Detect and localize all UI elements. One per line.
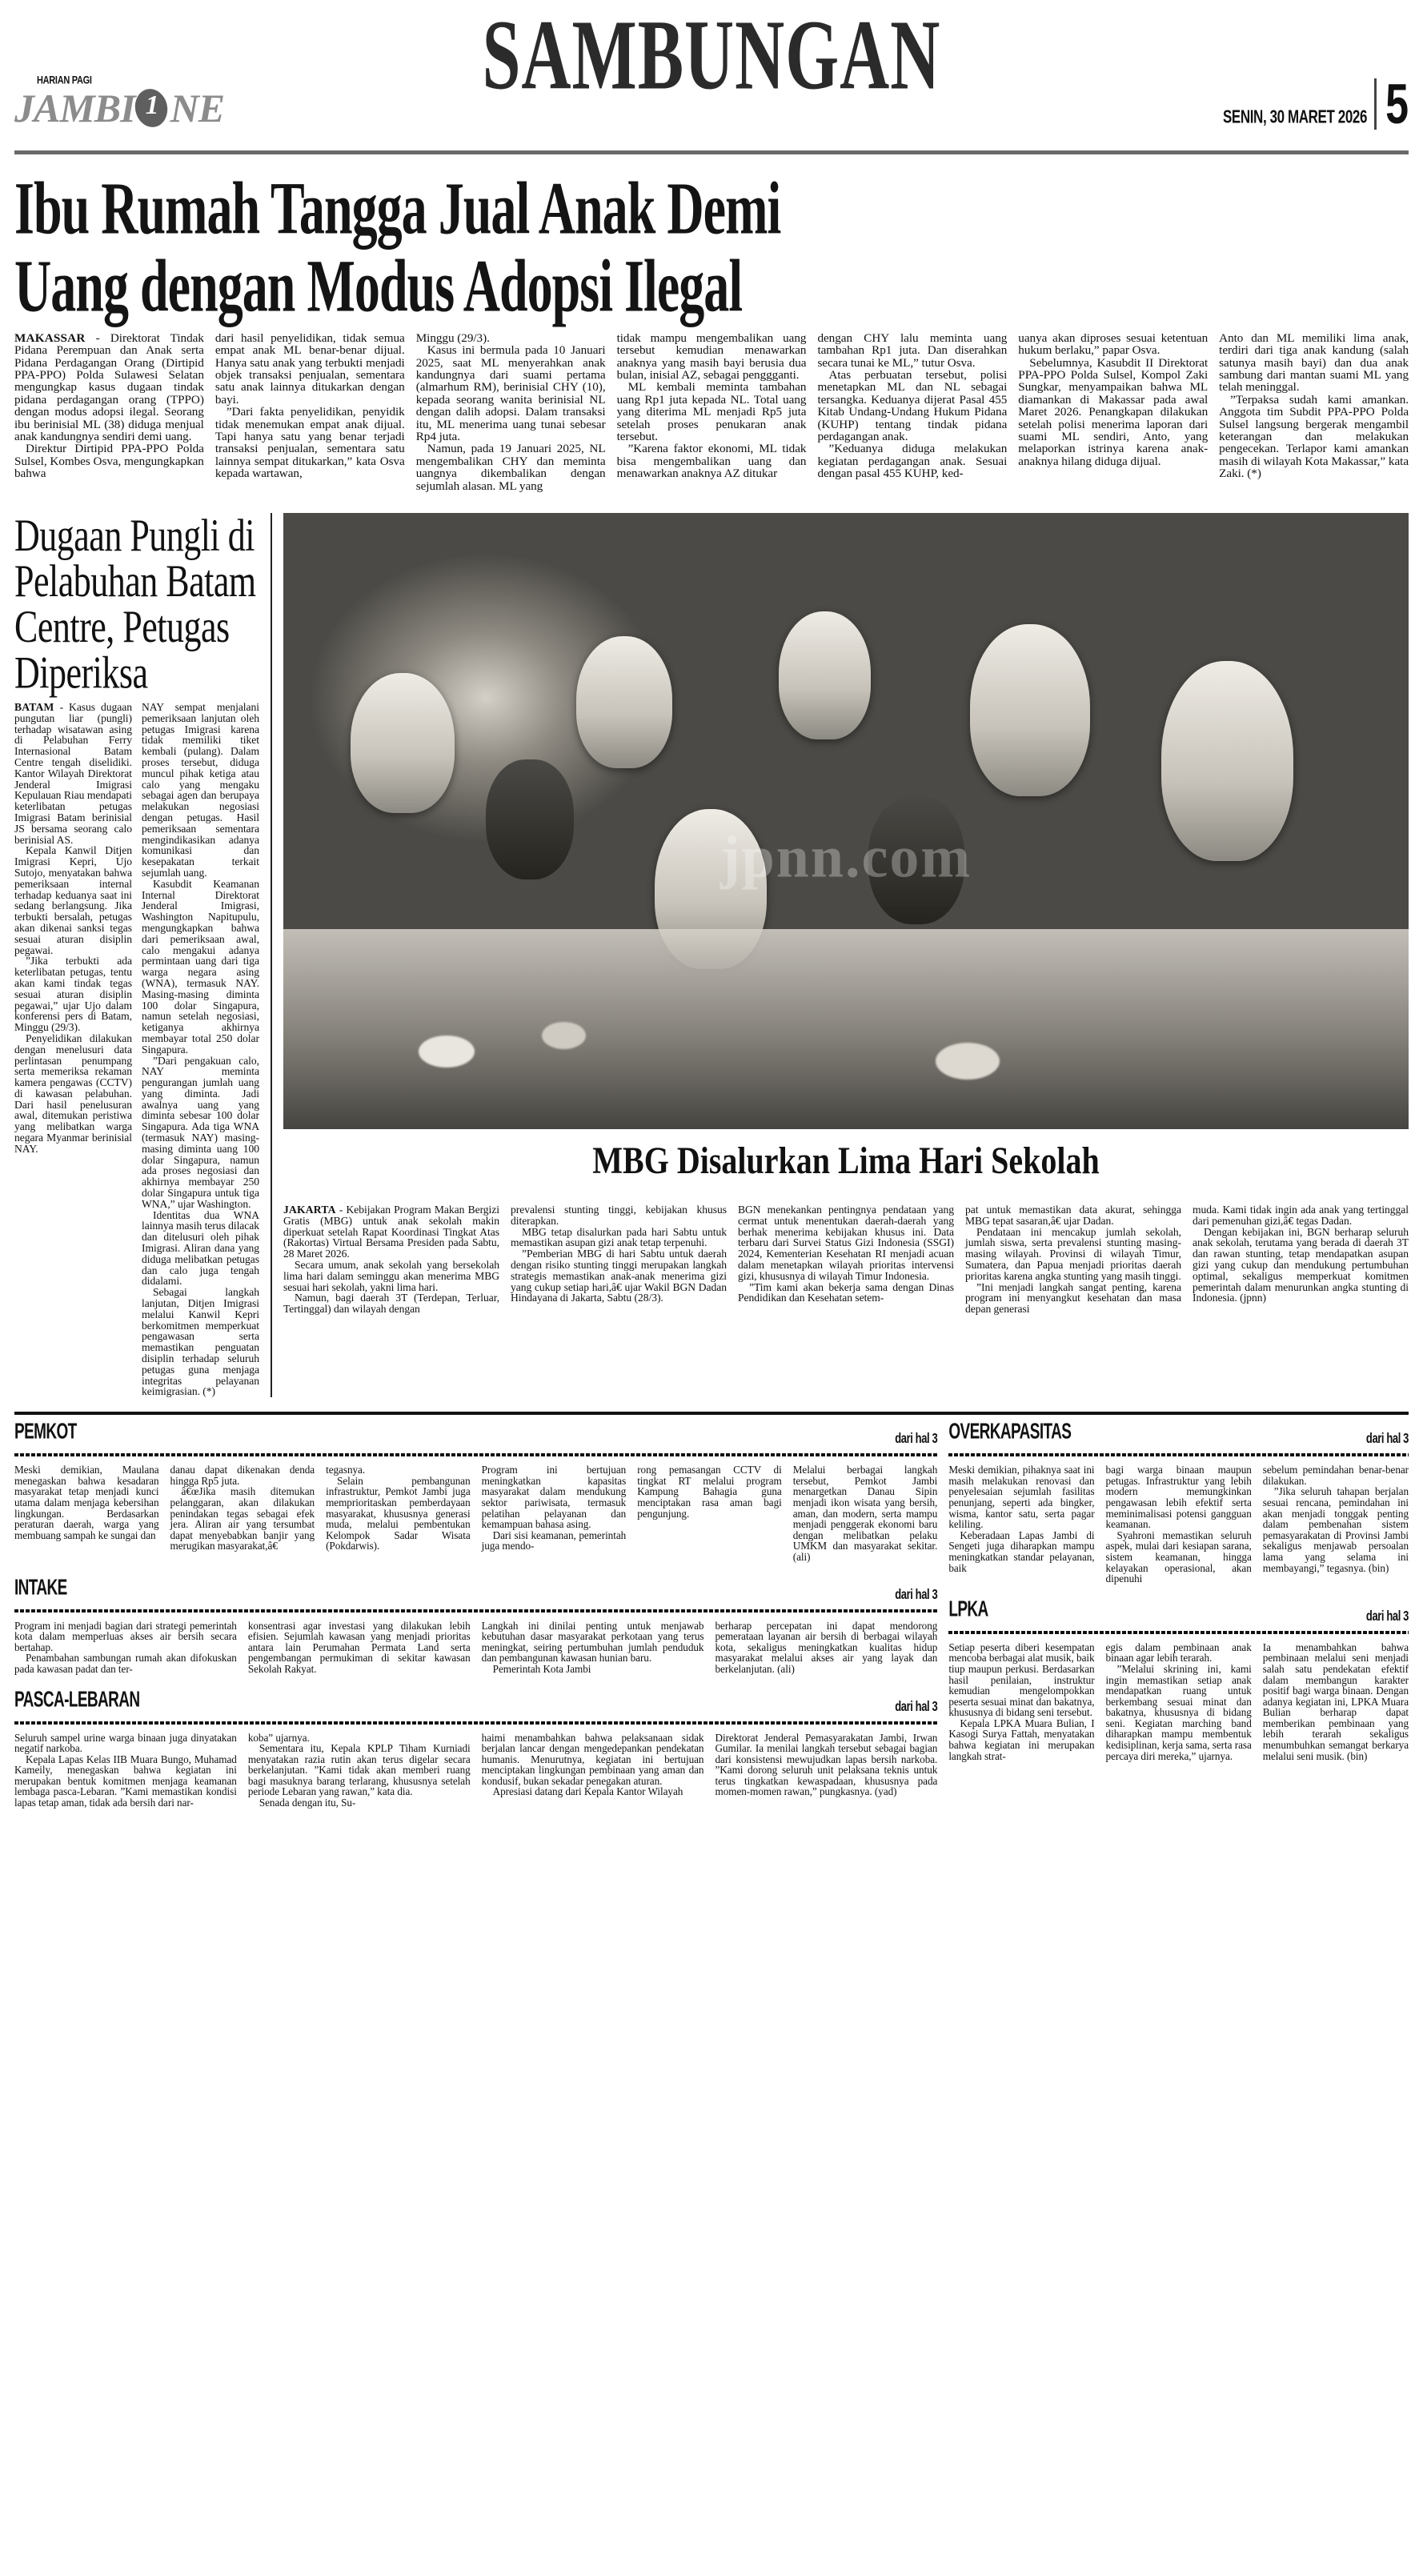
jump-section-title: OVERKAPASITAS: [948, 1420, 1072, 1444]
body-paragraph: Minggu (29/3).: [415, 331, 490, 345]
body-paragraph: Langkah ini dinilai penting untuk menjawab kebutuhan dasar masyarakat perkotaan yang terus meningkat, seiring pertumbuhan jumlah penduduk dan pembangunan kawasan hunian baru.: [481, 1619, 704, 1665]
photo-caption: MBG Disalurkan Lima Hari Sekolah: [592, 1138, 1100, 1182]
body-paragraph: Penambahan sambungan rumah akan difokuskan pada kawasan padat dan ter-: [14, 1652, 237, 1675]
page-number: 5: [1385, 73, 1409, 137]
body-paragraph: ”Melalui skrining ini, kami ingin memastikan setiap anak mendapatkan ruang untuk berkembang sesuai minat dan bakatnya, khususnya di bidang seni. Kegiatan marching band diharapkan mampu membentuk kedisiplinan, kerja sama, serta rasa percaya diri mereka,” ujarnya.: [1105, 1662, 1252, 1762]
text-column: [416, 332, 606, 492]
jump-section-columns: [14, 1464, 937, 1562]
mbg-story-columns: [283, 1204, 1409, 1315]
body-paragraph: Sebelumnya, Kasubdit II Direktorat PPA-PPO Polda Sulsel, Kompol Zaki Sungkar, menyampaikan bahwa ML diamankan di Makassar pada awal Maret 2026. Penangkapan dilakukan setelah polisi menerima laporan dari suami ML sendiri, Anto, yang melaporkan istrinya karena anak-anaknya hilang diduga dijual.: [1018, 355, 1209, 468]
body-paragraph: tidak mampu mengembalikan uang tersebut kemudian menawarkan anaknya yang masih bayi berusia dua bulan, inisial AZ, sebagai penggganti.: [616, 331, 807, 382]
jump-section-title: LPKA: [948, 1596, 988, 1622]
body-paragraph: uanya akan diproses sesuai ketentuan hukum berlaku,” papar Osva.: [1018, 331, 1209, 358]
jump-dotted-rule: [14, 1453, 937, 1456]
body-paragraph: prevalensi stunting tinggi, kebijakan khusus diterapkan.: [511, 1204, 727, 1227]
section-spacer: [14, 1683, 937, 1696]
body-paragraph: haimi menambahkan bahwa pelaksanaan sidak berjalan lancar dengan mengedepankan pendekatan humanis. Menurutnya, kegiatan ini bertujuan menciptakan lingkungan pembinaan yang aman dan kondusif, bukan sekadar penegakan aturan.: [481, 1731, 704, 1787]
jump-section-columns: [948, 1642, 1409, 1762]
jump-left-group: [14, 1420, 938, 1829]
jump-dotted-rule: [14, 1609, 937, 1613]
text-column: [1263, 1464, 1409, 1584]
dateline: JAKARTA: [283, 1204, 336, 1216]
section-spacer: [14, 1571, 937, 1584]
body-paragraph: ”Jika terbukti ada keterlibatan petugas, tentu akan kami tindak tegas sesuai aturan disiplin pegawai,” ujar Ujo dalam konferensi pers di Batam, Minggu (29/3).: [14, 955, 132, 1034]
body-paragraph: BGN menekankan pentingnya pendataan yang cermat untuk menentukan daerah-daerah yang berhak menerima kebijakan khusus ini. Data terbaru dari Survei Status Gizi Indonesia (SSGI) 2024, Kementerian Kesehatan RI menjadi acuan dalam menetapkan wilayah prioritas intervensi gizi, khususnya di wilayah Timur Indonesia.: [738, 1204, 954, 1282]
body-paragraph: Pemerintah Kota Jambi: [492, 1662, 591, 1675]
body-paragraph: Senada dengan itu, Su-: [259, 1797, 356, 1809]
body-paragraph: Kepala LPKA Muara Bulian, I Kasogi Surya Fattah, menyatakan bahwa kegiatan ini merupakan langkah strat-: [948, 1717, 1095, 1762]
body-paragraph: egis dalam pembinaan anak binaan agar lebih terarah.: [1105, 1641, 1252, 1665]
text-column: [14, 702, 132, 1397]
body-paragraph: Program ini bertujuan meningkatkan kapasitas masyarakat dalam mendukung sektor pariwisata, termasuk pelatihan pelayanan dan kemampuan bahasa asing.: [481, 1464, 627, 1531]
lead-headline: [0, 160, 1423, 332]
body-paragraph: ”Terpaksa sudah kami amankan. Anggota tim Subdit PPA-PPO Polda Sulsel langsung bergerak mengambil keterangan dan melakukan pengecekan. Terlapor kami amankan masih di wilayah Kota Makassar,” kata Zaki. (*): [1219, 392, 1409, 481]
body-paragraph: tegasnya.: [326, 1464, 366, 1476]
body-paragraph: Direktorat Jenderal Pemasyarakatan Jambi, Irwan Gumilar. Ia menilai langkah tersebut sebagai bagian dari konsistensi mewujudkan lapas bersih narkoba. ”Kami dorong seluruh unit pelaksana teknis untuk terus tingkatkan kewaspadaan, khususnya pada momen-momen rawan,” pungkasnya. (yad): [715, 1731, 938, 1798]
jump-section-header: [14, 1420, 938, 1448]
jump-dotted-rule: [14, 1721, 937, 1725]
body-paragraph: sebelum pemindahan benar-benar dilakukan.: [1262, 1464, 1409, 1487]
body-paragraph: MAKASSAR - Direktorat Tindak Pidana Perempuan dan Anak serta Pidana Perdagangan Orang (Dirtipid PPA-PPO) Polda Sulawesi Selatan mengungkap kasus dugaan tindak pidana perdagangan orang (TPPO) dengan modus adopsi ilegal. Seorang ibu berinisial ML (38) diduga menjual anak kandungnya sendiri demi uang.: [14, 331, 204, 443]
jump-section: [948, 1596, 1409, 1762]
text-column: [482, 1464, 627, 1562]
middle-section: [0, 492, 1423, 1397]
text-column: [1106, 1464, 1252, 1584]
text-column: [948, 1642, 1094, 1762]
text-column: [715, 1733, 937, 1809]
text-column: [817, 332, 1007, 492]
section-spacer: [14, 1817, 937, 1829]
jump-section-columns: [14, 1733, 937, 1809]
jump-from-label[interactable]: dari hal 3: [895, 1429, 938, 1447]
news-photo: [283, 513, 1409, 1129]
jump-section-title: PEMKOT: [14, 1420, 77, 1444]
body-paragraph: ”Tim kami akan bekerja sama dengan Dinas Pendidikan dan Kesehatan setem-: [738, 1280, 954, 1304]
body-paragraph: Namun, bagi daerah 3T (Terdepan, Terluar, Tertinggal) dan wilayah dengan: [283, 1292, 499, 1316]
text-column: [14, 332, 204, 492]
body-paragraph: Syahroni memastikan seluruh aspek, mulai dari kesiapan sarana, sistem keamanan, hingga kelayakan operasional, akan dipenuhi: [1105, 1528, 1252, 1585]
body-paragraph: Pendataan ini mencakup jumlah sekolah, jumlah siswa, serta prevalensi stunting masing-masing wilayah. Provinsi di wilayah Timur, Sumatera, dan Papua menjadi prioritas daerah prioritas karena angka stunting yang masih tinggi.: [965, 1225, 1181, 1282]
body-paragraph: ”Karena faktor ekonomi, ML tidak bisa mengembalikan uang dan menawarkan anaknya AZ ditukar: [616, 442, 807, 481]
jump-section-header: [948, 1596, 1409, 1626]
body-paragraph: JAKARTA - Kebijakan Program Makan Bergizi Gratis (MBG) untuk anak sekolah makin diperkuat setelah Rapat Koordinasi Tingkat Atas (Rakortas) Virtual Bersama Presiden pada Sabtu, 28 Maret 2026.: [283, 1204, 499, 1260]
body-paragraph: Penyelidikan dilakukan dengan menelusuri data perlintasan penumpang serta memeriksa rekaman kamera pengawas (CCTV) di kawasan pelabuhan. Dari hasil penelusuran awal, ditemukan peristiwa yang melibatkan warga negara Myanmar berinisial NAY.: [14, 1032, 132, 1155]
jump-section: [14, 1575, 938, 1675]
jump-section-header: [14, 1687, 938, 1717]
logo-o-icon: [135, 87, 170, 129]
body-paragraph: Namun, pada 19 Januari 2025, NL mengembalikan CHY dan meminta uangnya dikembalikan dengan sejumlah alasan. ML yang: [415, 442, 606, 493]
body-paragraph: Dengan kebijakan ini, BGN berharap seluruh anak sekolah, terutama yang berada di daerah 3T dan rawan stunting, tetap mendapatkan asupan gizi yang cukup dan mendukung pertumbuhan optimal, sekaligus memperkuat komitmen pemerintah dalam menurunkan angka stunting di Indonesia. (jpnn): [1193, 1225, 1409, 1304]
newspaper-logo[interactable]: [14, 74, 255, 130]
masthead-rule: [14, 150, 1409, 154]
body-paragraph: rong pemasangan CCTV di tingkat RT melalui program Kampung Bahagia guna menciptakan rasa aman bagi pengunjung.: [637, 1464, 782, 1520]
body-paragraph: muda. Kami tidak ingin ada anak yang tertinggal dari pemenuhan gizi,â€ tegas Dadan.: [1193, 1204, 1409, 1227]
text-column: [965, 1204, 1181, 1315]
body-paragraph: Direktur Dirtipid PPA-PPO Polda Sulsel, Kombes Osva, mengungkapkan bahwa: [14, 442, 204, 481]
body-paragraph: ”Dari fakta penyelidikan, penyidik tidak menemukan empat anak dijual. Tapi hanya satu yang benar terjadi transaksi penjualan, sementara satu lainnya sempat ditukarkan,” kata Osva kepada wartawan,: [214, 405, 405, 481]
body-paragraph: Setiap peserta diberi kesempatan mencoba berbagai alat musik, baik tiup maupun perkusi. Berdasarkan hasil penilaian, instruktur kemudian mengelompokkan peserta sesuai minat dan bakatnya, khususnya di bidang seni tersebut.: [948, 1641, 1095, 1719]
lead-headline-line-2: Uang dengan Modus Adopsi Ilegal: [14, 245, 743, 328]
page-number-divider: [1374, 78, 1377, 130]
body-paragraph: MBG tetap disalurkan pada hari Sabtu untuk memastikan asupan gizi anak tetap terpenuhi.: [511, 1225, 727, 1249]
logo-word-ne: NE: [170, 86, 225, 130]
jump-section-header: [948, 1420, 1409, 1448]
text-column: [248, 1733, 471, 1809]
photo-area: [283, 513, 1409, 1315]
jump-section-title: PASCA-LEBARAN: [14, 1687, 140, 1713]
text-column: [1219, 332, 1409, 492]
jump-from-label[interactable]: dari hal 3: [895, 1585, 938, 1602]
body-paragraph: ”Jika seluruh tahapan berjalan sesuai rencana, pemindahan ini akan menjadi tonggak penting dalam pembenahan sistem pemasyarakatan di Provinsi Jambi sekaligus menjawab persoalan lama yang selama ini membayangi,” tegasnya. (bin): [1262, 1485, 1409, 1574]
body-paragraph: Selain pembangunan infrastruktur, Pemkot Jambi juga memprioritaskan pemberdayaan masyarakat, khususnya generasi muda, melalui pembentukan Kelompok Sadar Wisata (Pokdarwis).: [326, 1474, 471, 1552]
body-paragraph: danau dapat dikenakan denda hingga Rp5 juta.: [170, 1464, 315, 1487]
text-column: [170, 1464, 315, 1562]
text-column: [248, 1621, 471, 1675]
dateline: MAKASSAR: [14, 331, 86, 345]
text-column: [482, 1733, 704, 1809]
section-spacer: [948, 1769, 1409, 1782]
body-paragraph: ML kembali meminta tambahan uang Rp1 juta kepada NL. Total uang yang diterima ML menjadi Rp5 juta setelah proses penukaran anak tersebut.: [616, 380, 807, 443]
section-title: SAMBUNGAN: [482, 0, 941, 110]
text-column: [1106, 1642, 1252, 1762]
body-paragraph: Sebagai langkah lanjutan, Ditjen Imigrasi melalui Kanwil Kepri berkomitmen memperkuat pengawasan serta memastikan penguatan disiplin terhadap seluruh petugas guna menjaga integritas pelayanan keimigrasian. (*): [142, 1286, 259, 1398]
body-paragraph: Meski demikian, Maulana menegaskan bahwa kesadaran masyarakat tetap menjadi kunci utama dalam menjaga kebersihan lingkungan. Berdasarkan peraturan daerah, warga yang membuang sampah ke sungai dan: [14, 1464, 159, 1541]
body-paragraph: Anto dan ML memiliki lima anak, terdiri dari tiga anak kandung (salah satunya masih bayi) dan dua anak sambung dari mantan suami ML yang telah meninggal.: [1219, 331, 1409, 395]
body-paragraph: Apresiasi datang dari Kepala Kantor Wilayah: [492, 1785, 683, 1798]
text-column: [14, 1464, 159, 1562]
text-column: [326, 1464, 471, 1562]
lead-story-columns: [0, 332, 1423, 492]
body-paragraph: ”Dari pengakuan calo, NAY meminta pengurangan jumlah uang yang diminta. Jadi awalnya uang yang diminta sebesar 100 dolar Singapura. Ada tiga WNA (termasuk NAY) masing-masing diminta uang 100 dolar Singapura, namun ada proses negosiasi dan akhirnya membayar 250 dolar Singapura untuk tiga WNA,” ujar Washington.: [142, 1054, 259, 1210]
body-paragraph: ”Pemberian MBG di hari Sabtu untuk daerah dengan risiko stunting tinggi merupakan langkah strategis memastikan anak-anak menerima gizi yang cukup setiap hari,â€ ujar Wakil BGN Dadan Hindayana di Jakarta, Sabtu (28/3).: [511, 1248, 727, 1304]
body-paragraph: Kepala Lapas Kelas IIB Muara Bungo, Muhamad Kameily, menegaskan bahwa kegiatan ini merupakan bentuk komitmen menjaga keamanan lembaga pasca-Lebaran. ”Kami memastikan kondisi lapas tetap aman, tidak ada bersih dari nar-: [14, 1753, 237, 1809]
body-paragraph: Sementara itu, Kepala KPLP Tiham Kurniadi menyatakan razia rutin akan terus digelar secara berkelanjutan. ”Kami tidak akan memberi ruang bagi masuknya barang terlarang, khususnya setelah periode Lebaran yang rawan,” kata dia.: [247, 1742, 471, 1798]
text-column: [215, 332, 405, 492]
logo-wordmark: [14, 87, 255, 129]
body-paragraph: pat untuk memastikan data akurat, sehingga MBG tepat sasaran,â€ ujar Dadan.: [965, 1204, 1181, 1227]
body-paragraph: konsentrasi agar investasi yang dilakukan lebih efisien. Sejumlah kawasan yang menjadi prioritas antara lain Perumahan Permata Land serta pengembangan permukiman di sekitar kawasan Sekolah Rakyat.: [247, 1619, 471, 1675]
jump-section: [14, 1420, 938, 1563]
secondary-story-columns: [14, 702, 259, 1397]
body-paragraph: Kasubdit Keamanan Internal Direktorat Jenderal Imigrasi, Washington Napitupulu, mengungkapkan bahwa dari pemeriksaan awal, calo mengakui adanya permintaan uang dari tiga warga negara asing (WNA), termasuk NAY. Masing-masing diminta 100 dolar Singapura, namun setelah negosiasi, ketiganya akhirnya membayar total 250 dolar Singapura.: [142, 877, 259, 1056]
body-paragraph: berharap percepatan ini dapat mendorong pemerataan layanan air bersih di berbagai wilayah kota, sekaligus meningkatkan kualitas hidup masyarakat melalui akses air yang layak dan berkelanjutan. (ali): [715, 1619, 938, 1675]
text-column: [142, 702, 259, 1397]
jump-section-title: INTAKE: [14, 1575, 67, 1600]
body-paragraph: NAY sempat menjalani pemeriksaan lanjutan oleh petugas Imigrasi karena tidak memiliki tiket kembali (pulang). Dalam proses tersebut, diduga muncul pihak ketiga atau calo yang mengaku sebagai agen dan berupaya melakukan negosiasi dengan petugas. Hasil pemeriksaan sementara mengindikasikan adanya komunikasi dan kesepakatan terkait sejumlah uang.: [142, 701, 259, 879]
jump-section: [14, 1687, 938, 1809]
issue-date: SENIN, 30 MARET 2026: [1222, 106, 1367, 127]
body-paragraph: Ia menambahkan bahwa pembinaan melalui seni menjadi salah satu pendekatan efektif dalam membangun karakter positif bagi warga binaan. Dengan adanya kegiatan ini, LPKA Muara Bulian berharap dapat memberikan pembinaan yang lebih terarah sekaligus menumbuhkan semangat berkarya melalui seni musik. (bin): [1262, 1641, 1409, 1762]
photo-watermark: jpnn.com: [720, 824, 972, 891]
body-paragraph: Identitas dua WNA lainnya masih terus dilacak dan ditelusuri oleh pihak Imigrasi. Aliran dana yang diduga melibatkan petugas dan calo juga tengah didalami.: [142, 1208, 260, 1288]
body-paragraph: Dari sisi keamanan, pemerintah juga mendo-: [481, 1528, 627, 1552]
body-paragraph: Secara umum, anak sekolah yang bersekolah lima hari dalam seminggu akan menerima MBG sesuai hari sekolah, yakni lima hari.: [283, 1258, 499, 1293]
text-column: [14, 1733, 237, 1809]
jump-from-label[interactable]: dari hal 3: [1365, 1429, 1409, 1447]
text-column: [948, 1464, 1094, 1584]
logo-kicker: HARIAN PAGI: [37, 74, 92, 86]
jump-sections: [0, 1412, 1423, 1829]
text-column: [715, 1621, 937, 1675]
text-column: [793, 1464, 938, 1562]
jump-section-columns: [948, 1464, 1409, 1584]
logo-word-jambi: JAMBI: [14, 86, 135, 130]
dateline: BATAM: [14, 701, 54, 713]
body-paragraph: ”Keduanya diduga melakukan kegiatan perdagangan anak. Sesuai dengan pasal 455 KUHP, ked-: [817, 442, 1008, 481]
body-paragraph: Keberadaan Lapas Jambi di Sengeti juga diharapkan mampu meningkatkan standar pelayanan, baik: [948, 1528, 1095, 1574]
body-paragraph: Seluruh sampel urine warga binaan juga dinyatakan negatif narkoba.: [14, 1731, 237, 1755]
body-paragraph: â€œJika masih ditemukan pelanggaran, akan dilakukan penindakan tegas sebagai efek jera. Aliran air yang tersumbat dapat menyebabkan banjir yang merugikan masyarakat,â€: [170, 1485, 315, 1552]
body-paragraph: Program ini menjadi bagian dari strategi pemerintah kota dalam memperluas akses air bersih secara bertahap.: [14, 1619, 237, 1653]
jump-section-header: [14, 1575, 938, 1604]
jump-from-label[interactable]: dari hal 3: [895, 1697, 938, 1714]
jump-from-label[interactable]: dari hal 3: [1365, 1607, 1409, 1624]
text-column: [1018, 332, 1208, 492]
body-paragraph: Atas perbuatan tersebut, polisi menetapkan ML dan NL sebagai tersangka. Keduanya dijerat Pasal 455 Kitab Undang-Undang Hukum Pidana (KUHP) tentang tindak pidana perdagangan anak.: [817, 367, 1008, 443]
text-column: [283, 1204, 499, 1315]
text-column: [617, 332, 807, 492]
jump-dotted-rule: [948, 1631, 1409, 1634]
secondary-story: [14, 510, 272, 1398]
masthead: [0, 0, 1423, 160]
body-paragraph: ”Ini menjadi langkah sangat penting, karena program ini menyangkut kesehatan dan masa depan generasi: [965, 1280, 1181, 1316]
body-paragraph: bagi warga binaan maupun petugas. Infrastruktur yang lebih modern memungkinkan pengawasan lebih efektif serta meminimalisasi potensi gangguan keamanan.: [1105, 1464, 1252, 1531]
jump-divider: [14, 1412, 1409, 1415]
body-paragraph: Kepala Kanwil Ditjen Imigrasi Kepri, Ujo Sutojo, menyatakan bahwa pemeriksaan internal terhadap keduanya saat ini sedang berlangsung. Jika terbukti bersalah, petugas akan dikenai sanksi tegas sesuai aturan disiplin pegawai.: [14, 844, 132, 956]
logo-one-digit: 1: [145, 90, 158, 120]
body-paragraph: Meski demikian, pihaknya saat ini masih melakukan renovasi dan penyelesaian sejumlah fasilitas penunjang, seperti ada bingker, wisma, kantor satu, serta pagar keliling.: [948, 1464, 1095, 1531]
text-column: [738, 1204, 954, 1315]
body-paragraph: koba” ujarnya.: [247, 1731, 310, 1744]
body-paragraph: Melalui berbagai langkah tersebut, Pemkot Jambi menargetkan Danau Sipin menjadi ikon wisata yang bersih, aman, dan modern, serta mampu menjadi penggerak ekonomi baru dengan melibatkan pelaku UMKM dan masyarakat sekitar. (ali): [792, 1464, 938, 1563]
text-column: [482, 1621, 704, 1675]
body-paragraph: dengan CHY lalu meminta uang tambahan Rp1 juta. Dan diserahkan secara tunai ke ML,” tutur Osva.: [817, 331, 1008, 370]
section-spacer: [948, 1592, 1409, 1605]
body-paragraph: dari hasil penyelidikan, tidak semua empat anak ML benar-benar dijual. Hanya satu anak yang terbukti menjadi objek transaksi penjualan, sementara satu anak lainnya ditukarkan dengan bayi.: [214, 331, 405, 407]
text-column: [14, 1621, 237, 1675]
jump-section-columns: [14, 1621, 937, 1675]
text-column: [511, 1204, 727, 1315]
body-paragraph: Kasus ini bermula pada 10 Januari 2025, saat ML menyerahkan anak kandungnya dari suami pertama (almarhum RM), berinisial CHY (10), kepada seorang wanita berinisial NL dengan dalih adopsi. Dalam transaksi itu, ML menerima uang tunai sebesar Rp4 juta.: [415, 343, 606, 443]
text-column: [1193, 1204, 1409, 1315]
text-column: [1263, 1642, 1409, 1762]
secondary-headline: Dugaan Pungli di Pelabuhan Batam Centre, Petugas Diperiksa: [14, 510, 256, 699]
jump-dotted-rule: [948, 1453, 1409, 1456]
jump-right-group: [948, 1420, 1409, 1829]
text-column: [637, 1464, 782, 1562]
body-paragraph: BATAM - Kasus dugaan pungutan liar (pungli) terhadap wisatawan asing di Pelabuhan Ferry Internasional Batam Centre tengah diselidiki. Kantor Wilayah Direktorat Jenderal Imigrasi Kepulauan Riau mendapati keterlibatan petugas Imigrasi Batam berinisial JS bersama seorang calo berinisial AS.: [14, 701, 132, 846]
jump-section: [948, 1420, 1409, 1585]
lead-headline-line-1: Ibu Rumah Tangga Jual Anak Demi: [14, 166, 781, 250]
